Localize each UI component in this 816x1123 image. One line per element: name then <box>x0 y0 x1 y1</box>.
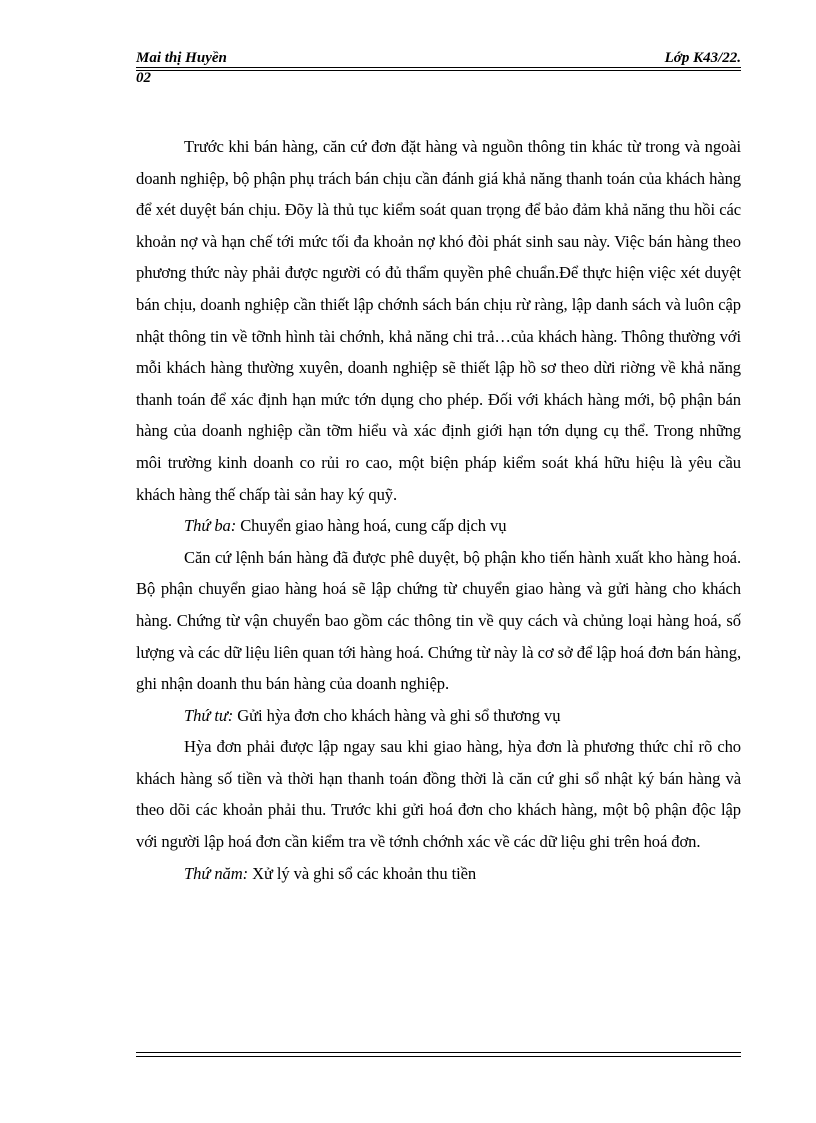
paragraph-invoicing <box>136 731 741 857</box>
paragraph-text: Căn cứ lệnh bán hàng đã được phê duyệt, bộ phận kho tiến hành xuất kho hàng hoá. Bộ phận chuyển giao hàng hoá sẽ lập chứng từ chuyển giao hàng và gửi hàng cho khách hàng. Chứng từ vận chuyển bao gồm các thông tin về quy cách và chủng loại hàng hoá, số lượng và các dữ liệu liên quan tới hàng hoá. Chứng từ này là cơ sở để lập hoá đơn bán hàng, ghi nhận doanh thu bán hàng của doanh nghiệp. <box>136 547 741 694</box>
step-title: Gửi hỳa đơn cho khách hàng và ghi sổ thương vụ <box>233 705 561 725</box>
footer-rule-upper <box>136 1052 741 1053</box>
header-author-continuation: 02 <box>136 70 151 86</box>
step-label: Thứ ba: <box>184 516 237 536</box>
header-author: Mai thị Huyền <box>136 50 227 66</box>
paragraph-shipping <box>136 542 741 700</box>
header-class: Lớp K43/22. <box>664 50 741 66</box>
document-body <box>136 131 741 889</box>
header-rule-lower <box>136 70 741 71</box>
step-label: Thứ năm: <box>184 863 249 883</box>
step-heading-fifth <box>136 858 741 890</box>
footer-rule-lower <box>136 1056 741 1057</box>
step-title: Chuyển giao hàng hoá, cung cấp dịch vụ <box>236 516 507 536</box>
step-heading-third <box>136 510 741 542</box>
paragraph-text: Hỳa đơn phải được lập ngay sau khi giao hàng, hỳa đơn là phương thức chỉ rõ cho khách hàng số tiền và thời hạn thanh toán đồng thời là căn cứ ghi sổ nhật ký bán hàng và theo dõi các khoản phải thu. Trước khi gửi hoá đơn cho khách hàng, một bộ phận độc lập với người lập hoá đơn cần kiểm tra về tớnh chớnh xác về các dữ liệu ghi trên hoá đơn. <box>136 737 741 852</box>
paragraph-text: Trước khi bán hàng, căn cứ đơn đặt hàng và nguồn thông tin khác từ trong và ngoài doanh nghiệp, bộ phận phụ trách bán chịu cần đánh giá khả năng thanh toán của khách hàng để xét duyệt bán chịu. Đõy là thủ tục kiểm soát quan trọng để bảo đảm khả năng thu hồi các khoản nợ và hạn chế tới mức tối đa khoản nợ khó đòi phát sinh sau này. Việc bán hàng theo phương thức này phải được người có đủ thẩm quyền phê chuẩn.Để thực hiện việc xét duyệt bán chịu, doanh nghiệp cần thiết lập chớnh sách bán chịu rừ ràng, lập danh sách và luôn cập nhật thông tin về tỡnh hình tài chớnh, khả năng chi trả…của khách hàng. Thông thường với mỗi khách hàng thường xuyên, doanh nghiệp sẽ thiết lập hồ sơ theo dừi riờng về khả năng thanh toán để xác định hạn mức tớn dụng cho phép. Đối với khách hàng mới, bộ phận bán hàng của doanh nghiệp cần tỡm hiểu và xác định giới hạn tớn dụng cụ thể. Trong những môi trường kinh doanh co rủi ro cao, một biện pháp kiểm soát khá hữu hiệu là yêu cầu khách hàng thế chấp tài sản hay ký quỹ. <box>136 137 741 504</box>
paragraph-credit-approval <box>136 131 741 510</box>
step-heading-fourth <box>136 700 741 732</box>
header-rule <box>136 67 741 68</box>
step-label: Thứ tư: <box>184 705 234 725</box>
step-title: Xử lý và ghi sổ các khoản thu tiền <box>248 863 477 883</box>
